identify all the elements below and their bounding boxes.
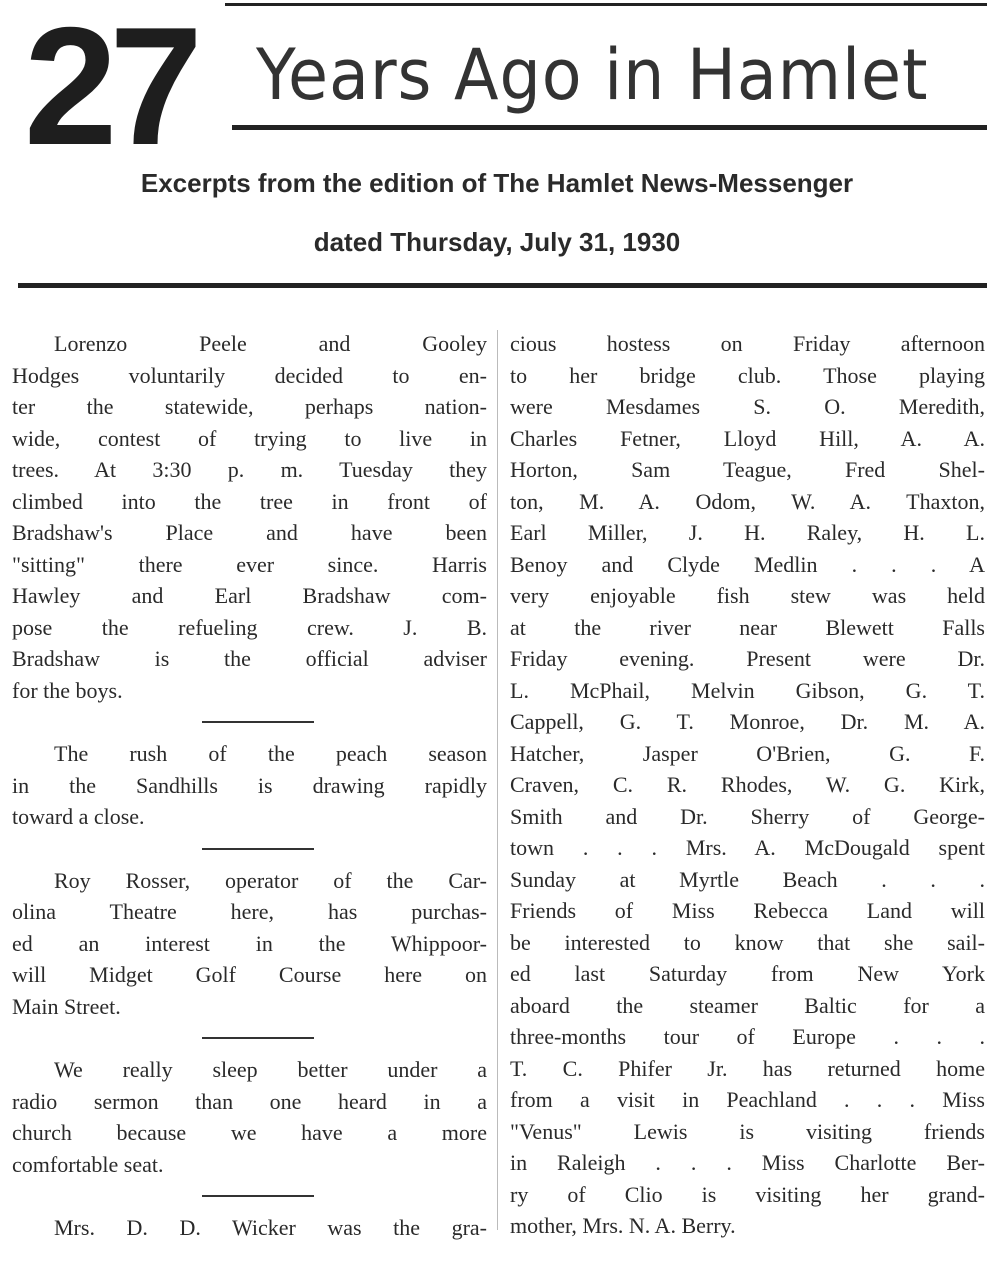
text-line: T. C. Phifer Jr. has returned home: [510, 1055, 985, 1081]
text-line: at the river near Blewett Falls: [510, 614, 985, 640]
text-line: olina Theatre here, has purchas-: [12, 899, 487, 924]
text-line: ton, M. A. Odom, W. A. Thaxton,: [510, 488, 985, 514]
column-divider: [497, 330, 498, 1230]
text-line: wide, contest of trying to live in: [12, 425, 487, 451]
text-line: ter the statewide, perhaps nation-: [12, 394, 487, 419]
text-line: will Midget Golf Course here on: [12, 962, 487, 987]
column-title: Years Ago in Hamlet: [256, 34, 929, 116]
paragraph-divider: [12, 706, 487, 738]
text-line: were Mesdames S. O. Meredith,: [510, 394, 985, 419]
text-line: Sunday at Myrtle Beach . . .: [510, 866, 985, 892]
text-line: church because we have a more: [12, 1120, 487, 1145]
paragraph-divider: [12, 1180, 487, 1212]
text-line: "sitting" there ever since. Harris: [12, 551, 487, 577]
text-line: radio sermon than one heard in a: [12, 1088, 487, 1114]
text-line: L. McPhail, Melvin Gibson, G. T.: [510, 677, 985, 703]
text-line: for the boys.: [12, 677, 123, 703]
right-column: [510, 328, 985, 1242]
header-bottom-rule: [18, 283, 987, 288]
text-line: be interested to know that she sail-: [510, 929, 985, 955]
text-line: cious hostess on Friday afternoon: [510, 331, 985, 356]
text-line: Cappell, G. T. Monroe, Dr. M. A.: [510, 709, 985, 734]
text-line: Bradshaw's Place and have been: [12, 520, 487, 545]
text-line: town . . . Mrs. A. McDougald spent: [510, 835, 985, 860]
text-line: in the Sandhills is drawing rapidly: [12, 772, 487, 798]
text-line: ed last Saturday from New York: [510, 961, 985, 986]
text-line: from a visit in Peachland . . . Miss: [510, 1087, 985, 1112]
text-line: "Venus" Lewis is visiting friends: [510, 1118, 985, 1144]
text-line: aboard the steamer Baltic for a: [510, 992, 985, 1018]
text-line: Horton, Sam Teague, Fred Shel-: [510, 457, 985, 482]
text-line: Friday evening. Present were Dr.: [510, 646, 985, 671]
text-line: Craven, C. R. Rhodes, W. G. Kirk,: [510, 772, 985, 797]
text-line: pose the refueling crew. J. B.: [12, 614, 487, 640]
years-number: 27: [24, 0, 195, 180]
text-line: mother, Mrs. N. A. Berry.: [510, 1213, 736, 1238]
subtitle-line-2: dated Thursday, July 31, 1930: [313, 227, 681, 257]
text-line: Hawley and Earl Bradshaw com-: [12, 583, 487, 608]
title-rule: [232, 125, 987, 130]
text-line: in Raleigh . . . Miss Charlotte Ber-: [510, 1150, 985, 1175]
text-line: Main Street.: [12, 993, 121, 1019]
text-line: ed an interest in the Whippoor-: [12, 930, 487, 956]
top-rule: [225, 3, 987, 6]
text-line: to her bridge club. Those playing: [510, 362, 985, 388]
text-line: Hatcher, Jasper O'Brien, G. F.: [510, 740, 985, 766]
text-line: We really sleep better under a: [54, 1057, 487, 1082]
paragraph-divider: [12, 833, 487, 865]
text-line: three-months tour of Europe . . .: [510, 1024, 985, 1049]
text-line: toward a close.: [12, 804, 145, 829]
left-column: [12, 328, 487, 1244]
paragraph-divider: [12, 1022, 487, 1054]
text-line: Roy Rosser, operator of the Car-: [54, 867, 487, 893]
text-line: Lorenzo Peele and Gooley: [54, 331, 487, 356]
subtitle-line-1: Excerpts from the edition of The Hamlet News-Messenger: [140, 168, 854, 198]
text-line: Mrs. D. D. Wicker was the gra-: [54, 1215, 487, 1240]
text-line: The rush of the peach season: [54, 741, 487, 766]
text-line: trees. At 3:30 p. m. Tuesday they: [12, 457, 487, 482]
text-line: comfortable seat.: [12, 1151, 164, 1177]
text-line: very enjoyable fish stew was held: [510, 583, 985, 608]
text-line: Earl Miller, J. H. Raley, H. L.: [510, 520, 985, 545]
text-line: Benoy and Clyde Medlin . . . A: [510, 551, 985, 577]
text-line: climbed into the tree in front of: [12, 488, 487, 514]
text-line: Hodges voluntarily decided to en-: [12, 362, 487, 388]
text-line: Smith and Dr. Sherry of George-: [510, 803, 985, 829]
text-line: ry of Clio is visiting her grand-: [510, 1181, 985, 1207]
text-line: Bradshaw is the official adviser: [12, 646, 487, 671]
text-line: Charles Fetner, Lloyd Hill, A. A.: [510, 425, 985, 451]
text-line: Friends of Miss Rebecca Land will: [510, 898, 985, 923]
